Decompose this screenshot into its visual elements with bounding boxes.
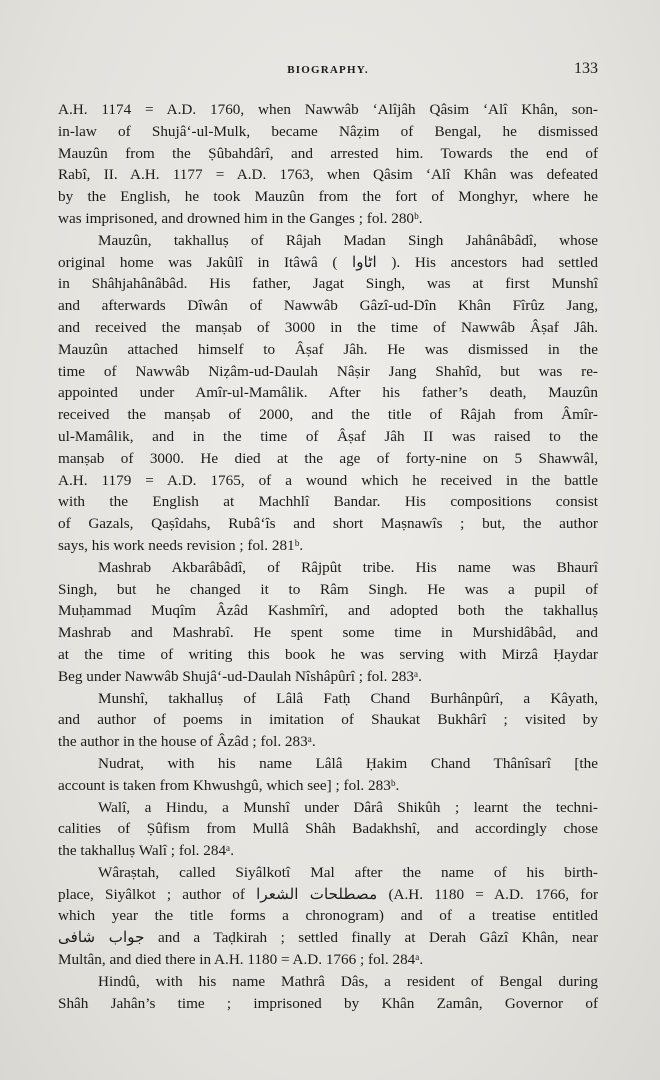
text-line: and afterwards Dîwân of Nawwâb Gâzî-ud-Dîn Khân Fîrûz Jang, (58, 297, 598, 315)
text-line: Shâh Jahân’s time ; imprisoned by Khân Zamân, Governor of (58, 994, 598, 1012)
text-line: received the manṣab of 2000, and the title of Râjah from Âmîr- (58, 406, 598, 424)
text-line: time of Nawwâb Niẓâm-ud-Daulah Nâṣir Jang Shahîd, but was re- (58, 362, 598, 380)
page-header (58, 60, 598, 84)
text-line: A.H. 1179 = A.D. 1765, of a wound which he received in the battle (58, 471, 598, 489)
text-line: Nudrat, with his name Lâlâ Ḥakim Chand Thânîsarî [the (98, 754, 598, 772)
text-line: appointed under Amîr-ul-Mamâlik. After his father’s death, Mauzûn (58, 384, 598, 402)
text-line: Singh, but he changed it to Râm Singh. He was a pupil of (58, 580, 598, 598)
page-number: 133 (574, 60, 598, 77)
text-line: and author of poems in imitation of Shaukat Bukhârî ; visited by (58, 711, 598, 729)
text-line: place, Siyâlkot ; author of مصطلحات الشعرا (A.H. 1180 = A.D. 1766, for (58, 885, 599, 903)
text-line: A.H. 1174 = A.D. 1760, when Nawwâb ‘Alîjâh Qâsim ‘Alî Khân, son- (58, 101, 598, 118)
text-line: and received the manṣab of 3000 in the time of Nawwâb Âṣaf Jâh. (58, 318, 598, 336)
text-line: Wâraṣtah, called Siyâlkotî Mal after the name of his birth- (98, 863, 598, 881)
text-line: the takhalluṣ Walî ; fol. 284ᵃ. (58, 842, 235, 860)
text-line: of Gazals, Qaṣîdahs, Rubâ‘îs and short Maṣnawîs ; but, the author (58, 515, 598, 533)
text-line: Walî, a Hindu, a Munshî under Dârâ Shikûh ; learnt the techni- (98, 798, 598, 816)
text-line: Mauzûn attached himself to Âṣaf Jâh. He was dismissed in the (58, 340, 598, 358)
running-title: BIOGRAPHY. (287, 64, 369, 76)
text-line: Muḥammad Muqîm Âzâd Kashmîrî, and adopted both the takhalluṣ (58, 602, 598, 620)
text-line: the author in the house of Âzâd ; fol. 283ᵃ. (58, 733, 316, 751)
text-line: Mauzûn from the Ṣûbahdârî, and arrested him. Towards the end of (58, 144, 598, 162)
text-line: Rabî, II. A.H. 1177 = A.D. 1763, when Qâsim ‘Alî Khân was defeated (58, 166, 598, 184)
text-line: Mashrab Akbarâbâdî, of Râjpût tribe. His name was Bhaurî (98, 558, 598, 576)
text-line: with the English at Machhlî Bandar. His compositions consist (58, 493, 598, 511)
text-line: Hindû, with his name Mathrâ Dâs, a resident of Bengal during (98, 972, 598, 990)
text-line: Beg under Nawwâb Shujâ‘-ud-Daulah Nîshâpûrî ; fol. 283ᵃ. (58, 667, 422, 685)
text-line: in Shâhjahânâbâd. His father, Jagat Singh, was at first Munshî (58, 275, 598, 293)
text-line: manṣab of 3000. He died at the age of forty-nine on 5 Shawwâl, (58, 449, 598, 467)
text-line: which year the title forms a chronogram) and of a treatise entitled (58, 907, 598, 925)
text-line: by the English, he took Mauzûn from the fort of Monghyr, where he (58, 188, 598, 206)
text-line: ul-Mamâlik, and in the time of Âṣaf Jâh II was raised to the (58, 427, 598, 445)
text-line: was imprisoned, and drowned him in the Ganges ; fol. 280ᵇ. (58, 209, 423, 227)
text-line: original home was Jakûlî in Itâwâ ( اٹاوا ). His ancestors had settled (58, 253, 598, 271)
text-line: account is taken from Khwushgû, which see] ; fol. 283ᵇ. (58, 776, 400, 794)
text-line: جواب شافی and a Taḍkirah ; settled finally at Derah Gâzî Khân, near (58, 929, 599, 947)
text-line: in-law of Shujâ‘-ul-Mulk, became Nâẓim of Bengal, he dismissed (58, 122, 598, 140)
text-line: calities of Ṣûfism from Mullâ Shâh Badakhshî, and accordingly chose (58, 820, 598, 838)
text-line: says, his work needs revision ; fol. 281ᵇ. (58, 536, 304, 554)
text-line: Mashrab and Mashrabî. He spent some time in Murshidâbâd, and (58, 624, 598, 642)
text-line: Mauzûn, takhalluṣ of Râjah Madan Singh Jahânâbâdî, whose (98, 231, 598, 249)
text-line: Multân, and died there in A.H. 1180 = A.D. 1766 ; fol. 284ᵃ. (58, 951, 424, 969)
text-line: at the time of writing this book he was serving with Mirzâ Ḥaydar (58, 645, 598, 663)
text-line: Munshî, takhalluṣ of Lâlâ Fatḥ Chand Burhânpûrî, a Kâyath, (98, 689, 598, 707)
body-text (58, 99, 598, 1014)
